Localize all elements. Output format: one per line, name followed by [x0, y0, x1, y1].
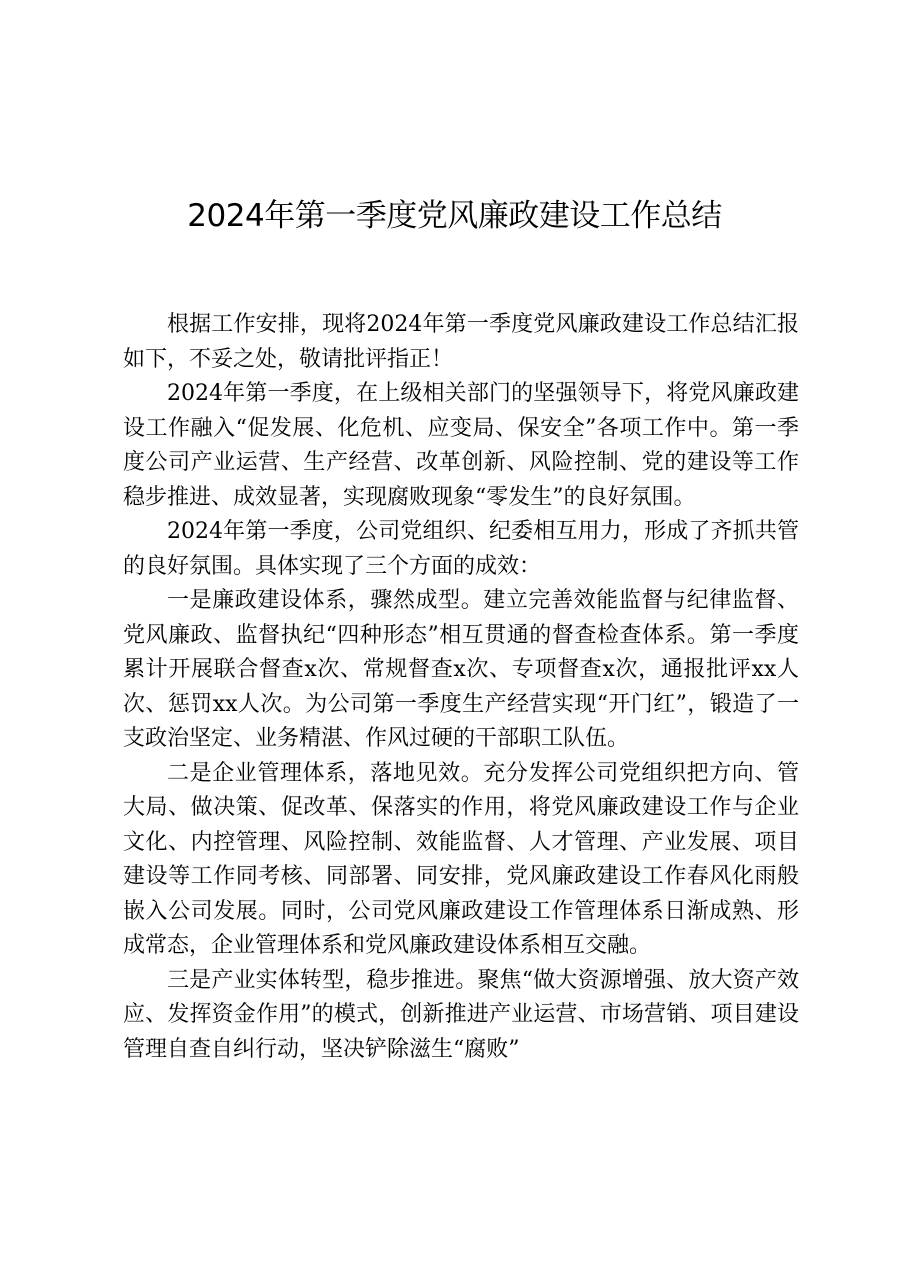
- paragraph-achievement-3: 三是产业实体转型，稳步推进。聚焦“做大资源增强、放大资产效应、发挥资金作用”的模式，创新推进产业运营、市场营销、项目建设管理自查自纠行动，坚决铲除滋生“腐败”: [123, 967, 799, 1062]
- document-body: [123, 308, 799, 1067]
- paragraph-achievement-1: 一是廉政建设体系，骤然成型。建立完善效能监督与纪律监督、党风廉政、监督执纪“四种形态”相互贯通的督查检查体系。第一季度累计开展联合督查x次、常规督查x次、专项督查x次，通报批评xx人次、惩罚xx人次。为公司第一季度生产经营实现“开门红”，锻造了一支政治坚定、业务精湛、作风过硬的干部职工队伍。: [123, 588, 799, 751]
- paragraph-achievements-lead: 2024年第一季度，公司党组织、纪委相互用力，形成了齐抓共管的良好氛围。具体实现了三个方面的成效：: [123, 519, 799, 579]
- document-title: 2024年第一季度党风廉政建设工作总结: [187, 198, 722, 234]
- paragraph-overview: 2024年第一季度，在上级相关部门的坚强领导下，将党风廉政建设工作融入“促发展、化危机、应变局、保安全”各项工作中。第一季度公司产业运营、生产经营、改革创新、风险控制、党的建设等工作稳步推进、成效显著，实现腐败现象“零发生”的良好氛围。: [123, 381, 799, 510]
- paragraph-intro: 根据工作安排，现将2024年第一季度党风廉政建设工作总结汇报如下，不妥之处，敬请批评指正！: [123, 312, 799, 372]
- paragraph-achievement-2: 二是企业管理体系，落地见效。充分发挥公司党组织把方向、管大局、做决策、促改革、保落实的作用，将党风廉政建设工作与企业文化、内控管理、风险控制、效能监督、人才管理、产业发展、项目建设等工作同考核、同部署、同安排，党风廉政建设工作春风化雨般嵌入公司发展。同时，公司党风廉政建设工作管理体系日渐成熟、形成常态，企业管理体系和党风廉政建设体系相互交融。: [123, 760, 799, 958]
